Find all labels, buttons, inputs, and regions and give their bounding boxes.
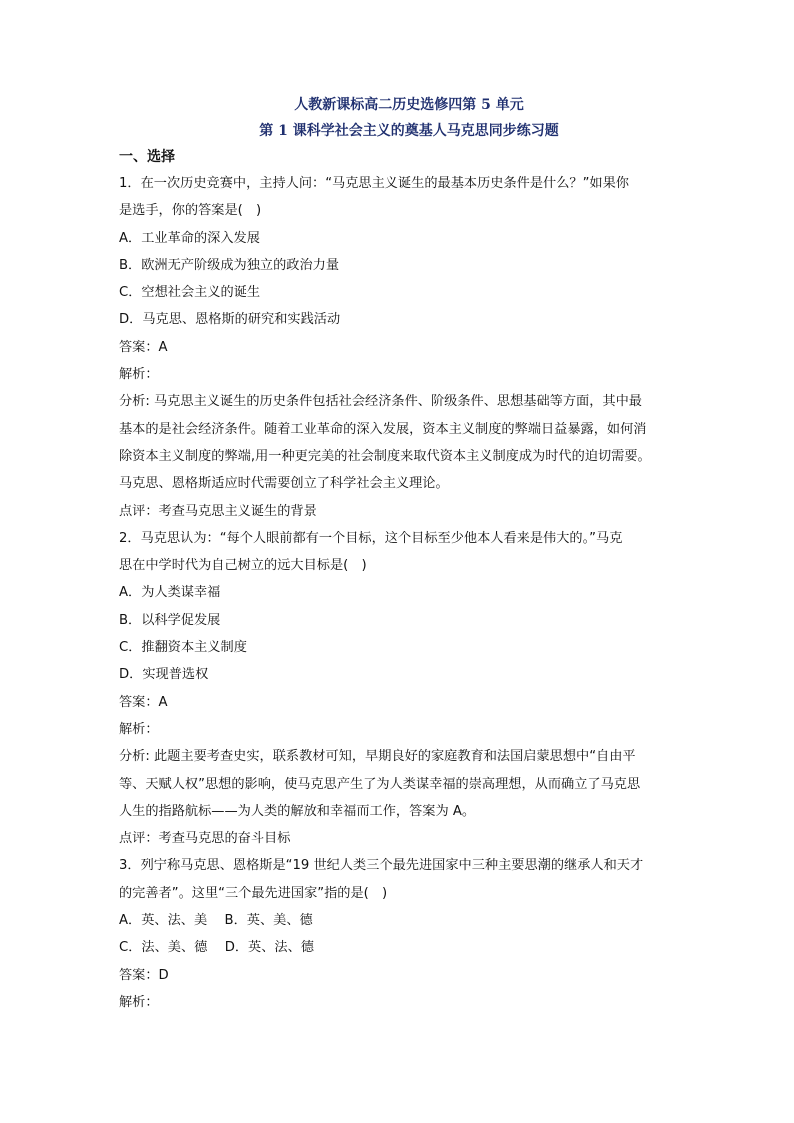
q1-analysis-line1: 分析: 马克思主义诞生的历史条件包括社会经济条件、阶级条件、思想基础等方面，其中最: [119, 394, 642, 410]
doc-title-line2: 第 1 课科学社会主义的奠基人马克思同步练习题: [259, 123, 559, 139]
q3-stem-line2: 的完善者”。这里“三个最先进国家”指的是( ): [119, 885, 388, 901]
q1-option-a: A．工业革命的深入发展: [119, 230, 260, 246]
question-3: [119, 852, 689, 1016]
q2-comment: 点评：考查马克思的奋斗目标: [119, 831, 291, 847]
q2-analysis-label: 解析：: [119, 721, 159, 737]
q2-option-d: D．实现普选权: [119, 667, 209, 683]
q2-answer: 答案：A: [119, 694, 168, 710]
q1-analysis-line4: 马克思、恩格斯适应时代需要创立了科学社会主义理论。: [119, 476, 449, 492]
q1-option-b: B．欧洲无产阶级成为独立的政治力量: [119, 257, 340, 273]
q2-analysis-line2: 等、天赋人权”思想的影响，使马克思产生了为人类谋幸福的崇高理想，从而确立了马克思: [119, 776, 641, 792]
q2-option-a: A．为人类谋幸福: [119, 585, 221, 601]
q2-analysis-line3: 人生的指路航标——为人类的解放和幸福而工作，答案为 A。: [119, 803, 476, 819]
q2-option-c: C．推翻资本主义制度: [119, 640, 247, 656]
q2-analysis-line1: 分析: 此题主要考查史实，联系教材可知，早期良好的家庭教育和法国启蒙思想中“自由平: [119, 749, 636, 765]
q3-options-row2: C．法、美、德 D．英、法、德: [119, 940, 314, 956]
q1-comment: 点评：考查马克思主义诞生的背景: [119, 503, 317, 519]
doc-title-line1: 人教新课标高二历史选修四第 5 单元: [294, 97, 524, 113]
question-1: [119, 170, 689, 525]
q3-answer: 答案：D: [119, 967, 169, 983]
document-body: [119, 92, 689, 1016]
q2-option-b: B．以科学促发展: [119, 612, 221, 628]
q3-stem-line1: 3．列宁称马克思、恩格斯是“19 世纪人类三个最先进国家中三种主要思潮的继承人和天才: [119, 858, 644, 874]
q1-answer: 答案：A: [119, 339, 168, 355]
q1-option-d: D．马克思、恩格斯的研究和实践活动: [119, 312, 341, 328]
question-2: [119, 525, 689, 853]
q1-option-c: C．空想社会主义的诞生: [119, 285, 261, 301]
q1-analysis-label: 解析：: [119, 367, 159, 383]
q1-stem-line2: 是选手，你的答案是( ): [119, 203, 262, 219]
q3-analysis-label: 解析：: [119, 994, 159, 1010]
q3-options-row1: A．英、法、美 B．英、美、德: [119, 913, 313, 929]
q1-analysis-line2: 基本的是社会经济条件。随着工业革命的深入发展，资本主义制度的弊端日益暴露，如何消: [119, 421, 647, 437]
q2-stem-line1: 2．马克思认为：“每个人眼前都有一个目标，这个目标至少他本人看来是伟大的。”马克: [119, 530, 623, 546]
section-heading: 一、选择: [119, 149, 175, 165]
q2-stem-line2: 思在中学时代为自己树立的远大目标是( ): [119, 558, 367, 574]
q1-analysis-line3: 除资本主义制度的弊端,用一种更完美的社会制度来取代资本主义制度成为时代的迫切需要。: [119, 448, 651, 464]
q1-stem-line1: 1．在一次历史竞赛中，主持人问：“马克思主义诞生的最基本历史条件是什么？”如果你: [119, 176, 629, 191]
